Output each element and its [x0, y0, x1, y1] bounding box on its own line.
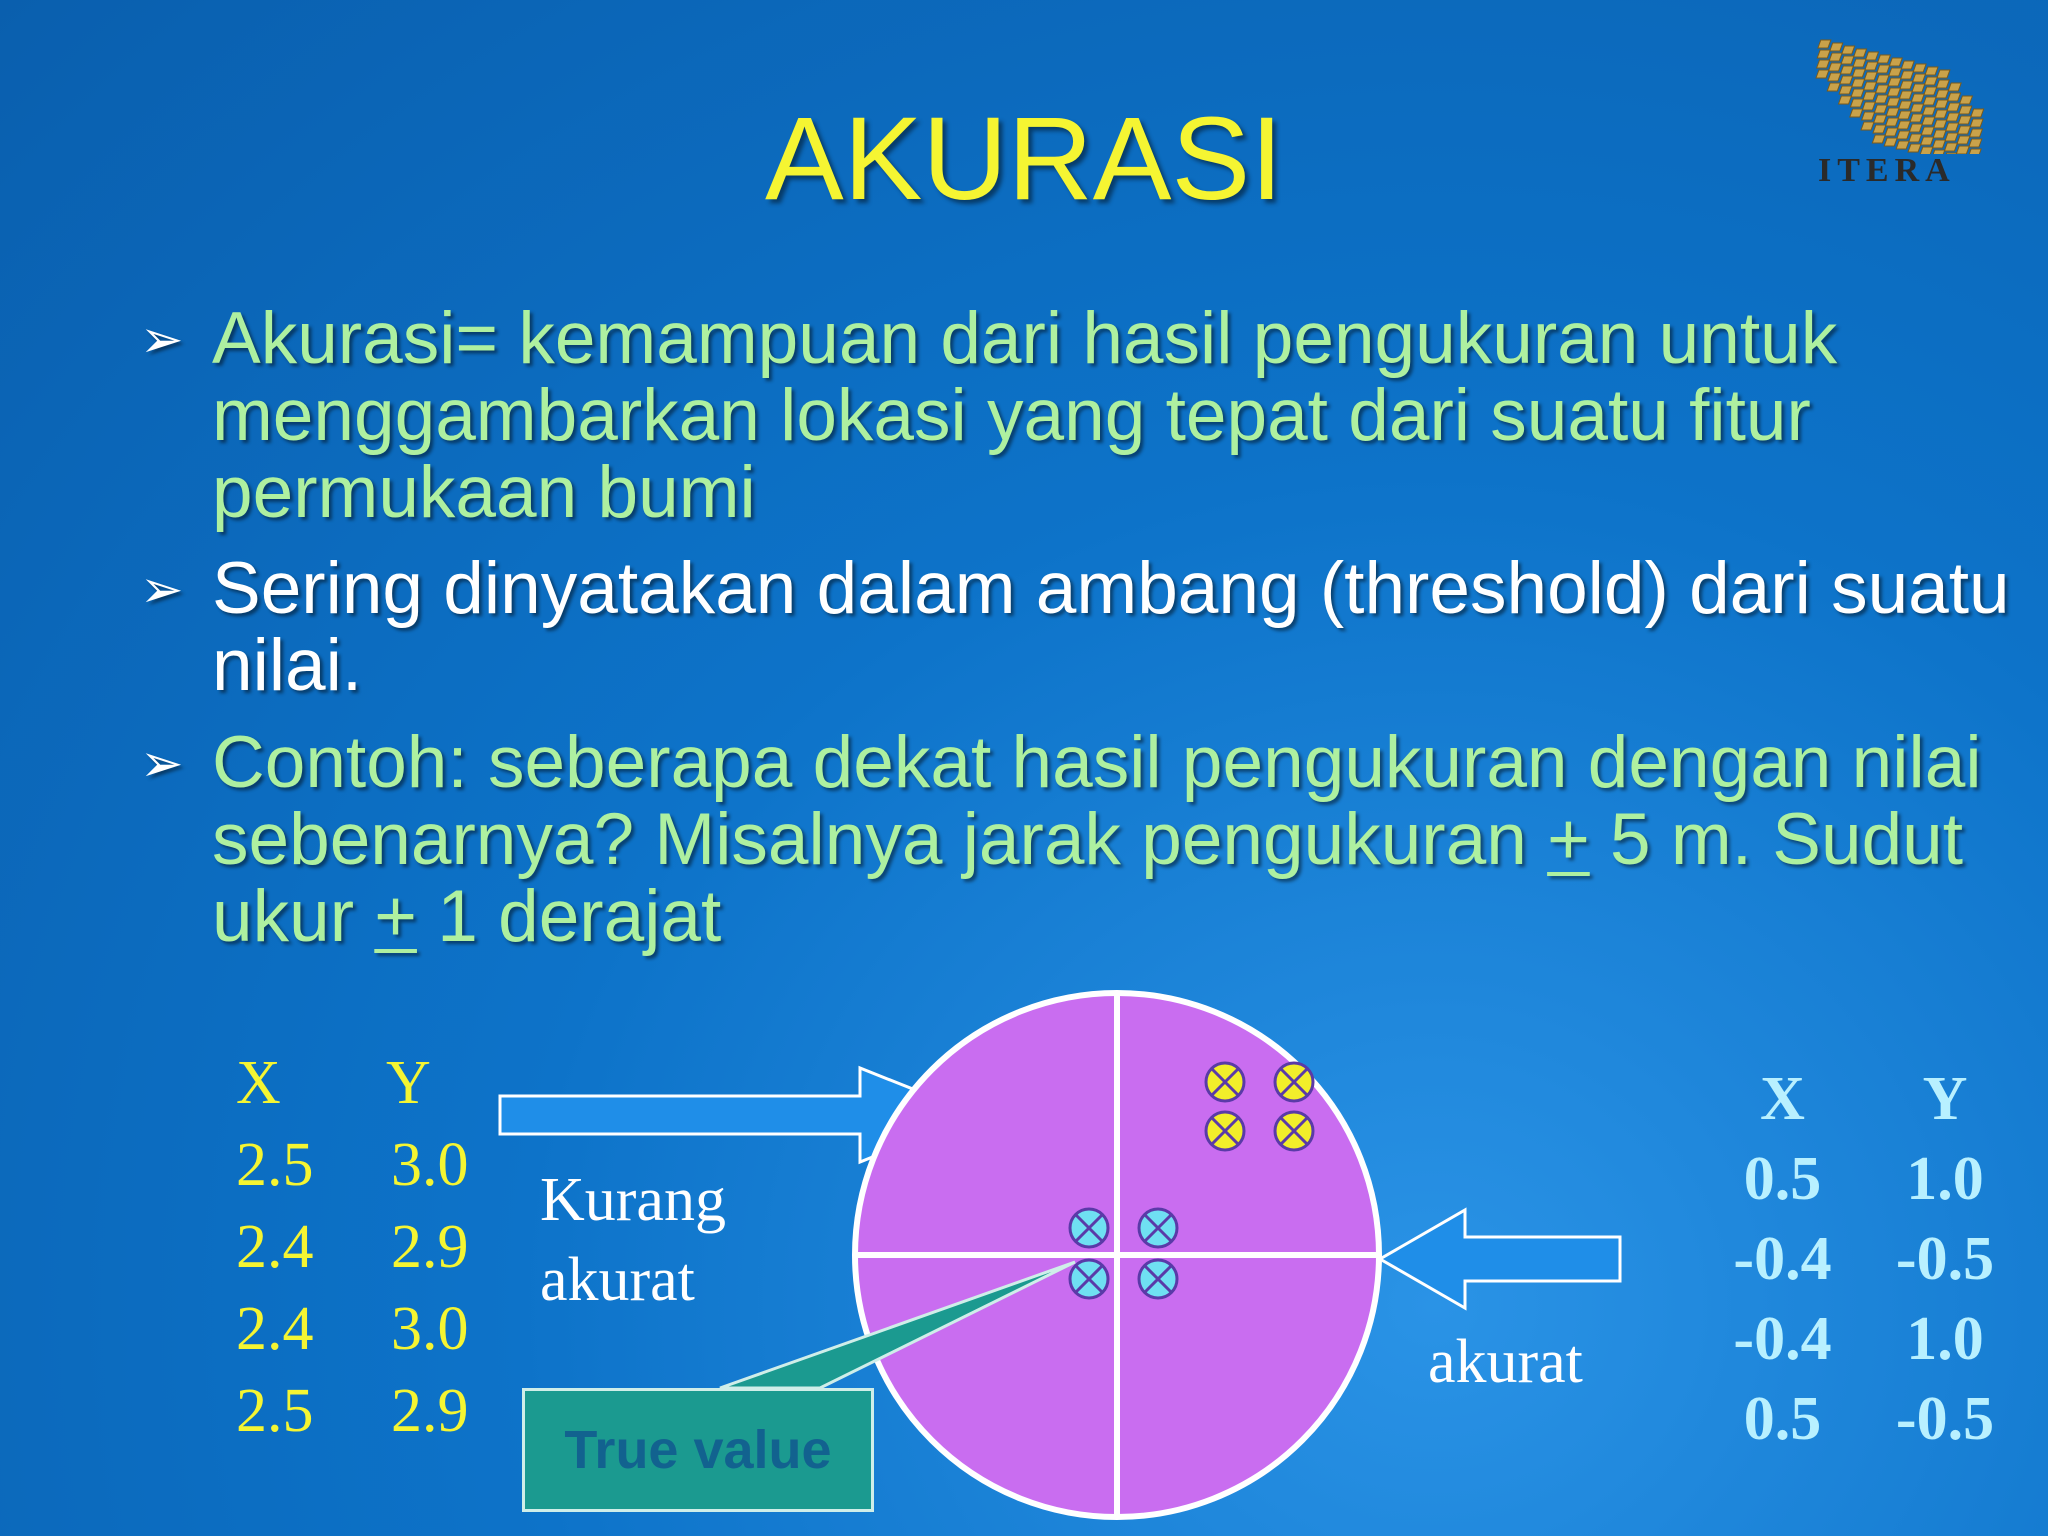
true-value-callout: True value [522, 1388, 874, 1512]
right-table-row: -0.4 -0.5 [1733, 1225, 1995, 1293]
accurate-arrow [1380, 1210, 1620, 1308]
right-table-header: X Y [1760, 1065, 1968, 1133]
cross-marker-icon [1275, 1063, 1313, 1101]
left-table-row: 2.4 2.9 [236, 1213, 469, 1281]
cross-marker-icon [1070, 1260, 1108, 1298]
left-table-row: 2.5 2.9 [236, 1377, 469, 1445]
left-table-header: X Y [236, 1049, 431, 1117]
bullet-arrow-icon: ➢ [140, 561, 184, 619]
bullet-arrow-icon: ➢ [140, 311, 184, 369]
bullet-1-text: Akurasi= kemampuan dari hasil pengukuran untuk menggambarkan lokasi yang tepat dari suatu fitur permukaan bumi [212, 298, 1838, 533]
plus-minus-sign: + [1547, 799, 1590, 880]
right-coordinate-table [1695, 1065, 2020, 1453]
cross-marker-icon [1206, 1063, 1244, 1101]
itera-logo-text: ITERA [1818, 152, 1956, 189]
plus-minus-sign: + [374, 876, 417, 957]
right-table-row: 0.5 -0.5 [1743, 1385, 1995, 1453]
left-table-row: 2.5 3.0 [236, 1131, 469, 1199]
cross-marker-icon [1070, 1209, 1108, 1247]
right-table-row: 0.5 1.0 [1743, 1145, 1984, 1213]
slide-title: AKURASI [764, 93, 1284, 225]
bullet-2-text: Sering dinyatakan dalam ambang (threshold) dari suatu nilai. [212, 548, 2010, 706]
cross-marker-icon [1139, 1260, 1177, 1298]
cross-marker-icon [1206, 1112, 1244, 1150]
bullet-arrow-icon: ➢ [140, 735, 184, 793]
accurate-label: akurat [1428, 1328, 1583, 1396]
cross-marker-icon [1275, 1112, 1313, 1150]
left-coordinate-table [236, 1049, 469, 1445]
right-table-row: -0.4 1.0 [1733, 1305, 1984, 1373]
bullet-3-text: Contoh: seberapa dekat hasil pengukuran dengan nilai sebenarnya? Misalnya jarak pengukuran + 5 m. Sudut ukur + 1 derajat [212, 722, 1982, 957]
cross-marker-icon [1139, 1209, 1177, 1247]
inaccurate-label: Kurang akurat [540, 1166, 726, 1314]
left-table-row: 2.4 3.0 [236, 1295, 469, 1363]
